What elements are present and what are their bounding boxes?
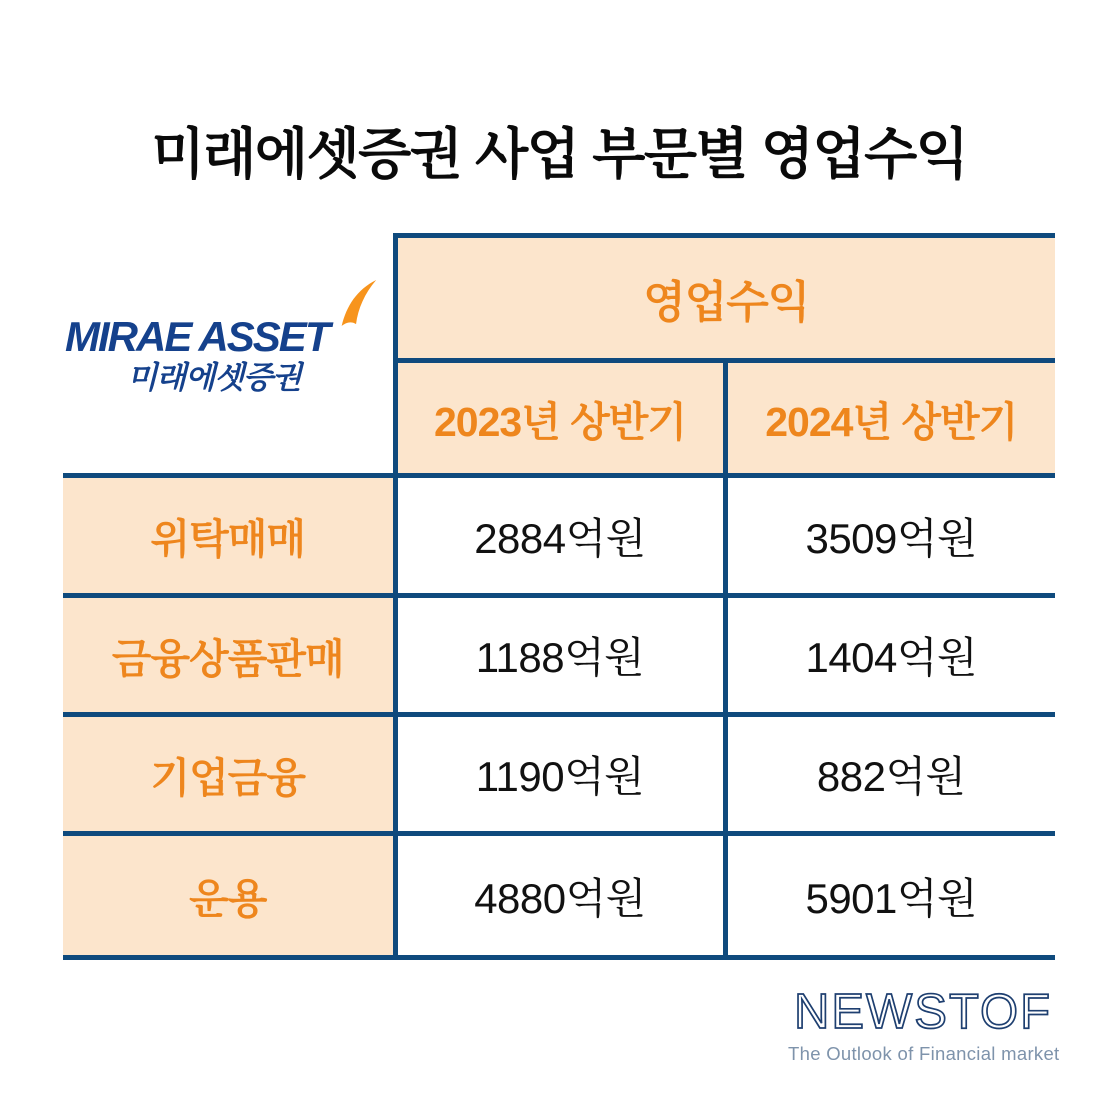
cell-value: 1188억원 — [395, 596, 725, 715]
mirae-swoosh-icon — [337, 280, 377, 326]
row-label-trading: 운용 — [63, 834, 395, 958]
mirae-asset-logo — [65, 314, 347, 395]
cell-value: 3509억원 — [725, 476, 1055, 596]
cell-value: 2884억원 — [395, 476, 725, 596]
cell-value: 1190억원 — [395, 715, 725, 834]
row-label-corporate-finance: 기업금융 — [63, 715, 395, 834]
row-label-financial-products: 금융상품판매 — [63, 596, 395, 715]
revenue-table — [63, 233, 1055, 960]
column-header-2023: 2023년 상반기 — [395, 361, 725, 476]
table-header-revenue: 영업수익 — [395, 236, 1055, 361]
cell-value: 5901억원 — [725, 834, 1055, 958]
cell-value: 1404억원 — [725, 596, 1055, 715]
row-label-brokerage: 위탁매매 — [63, 476, 395, 596]
mirae-brand-korean: 미래에셋증권 — [127, 359, 301, 395]
mirae-brand-text: MIRAE ASSET — [65, 312, 329, 360]
newstof-logo — [788, 985, 1060, 1065]
page-title: 미래에셋증권 사업 부문별 영업수익 — [151, 123, 968, 185]
table-row — [63, 715, 1055, 834]
logo-cell — [63, 236, 395, 476]
newstof-tagline: The Outlook of Financial market — [788, 1043, 1060, 1064]
table-row — [63, 596, 1055, 715]
cell-value: 882억원 — [725, 715, 1055, 834]
column-header-2024: 2024년 상반기 — [725, 361, 1055, 476]
table-row — [63, 476, 1055, 596]
cell-value: 4880억원 — [395, 834, 725, 958]
newstof-brand-text: NEWSTOF — [793, 985, 1053, 1039]
table-row — [63, 834, 1055, 958]
